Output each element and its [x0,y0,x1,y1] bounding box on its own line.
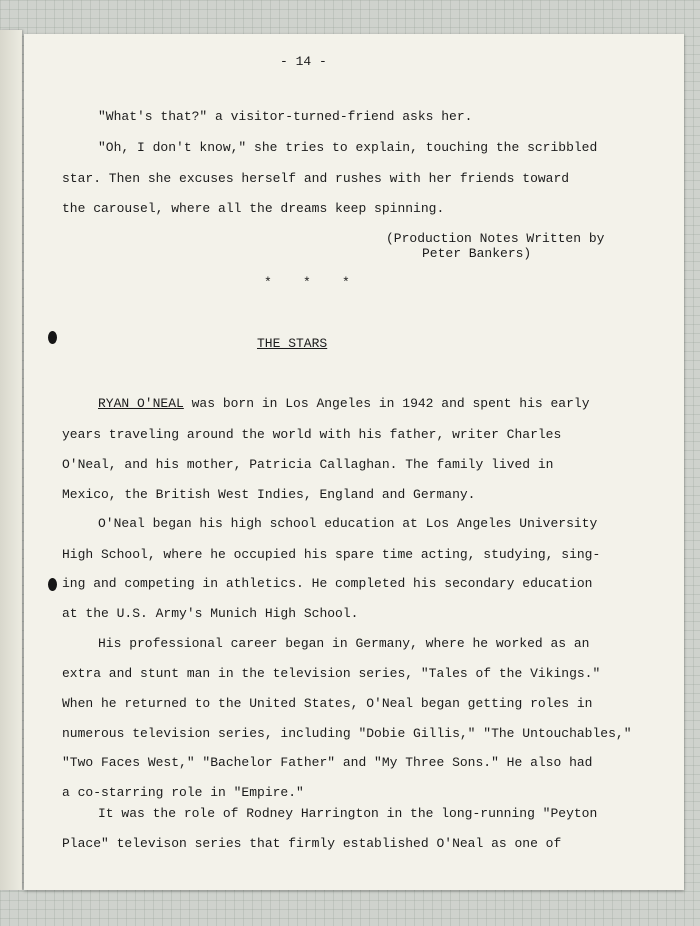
text-line: a co-starring role in "Empire." [62,785,304,800]
text-line: When he returned to the United States, O'Neal began getting roles in [62,696,593,711]
text-line [98,396,590,412]
text-line: the carousel, where all the dreams keep spinning. [62,201,445,216]
text-line: His professional career began in Germany, where he worked as an [98,636,590,651]
punch-hole [48,331,57,344]
section-title: THE STARS [257,336,328,351]
text-line: "Oh, I don't know," she tries to explain, touching the scribbled [98,140,598,155]
text-line: "Two Faces West," "Bachelor Father" and "My Three Sons." He also had [62,755,593,770]
punch-hole [48,578,57,591]
text-line: numerous television series, including "Dobie Gillis," "The Untouchables," [62,726,632,741]
text-fragment: was born in Los Angeles in 1942 and spent his early [183,396,590,411]
credit-line: Peter Bankers) [422,246,532,261]
text-line: years traveling around the world with his father, writer Charles [62,427,562,442]
section-separator: * * * [264,275,350,290]
text-line: star. Then she excuses herself and rushes with her friends toward [62,171,570,186]
text-line: extra and stunt man in the television series, "Tales of the Vikings." [62,666,601,681]
text-line: Place" televison series that firmly established O'Neal as one of [62,836,562,851]
facing-page-edge [0,30,22,890]
credit-line: (Production Notes Written by [386,231,605,246]
text-line: High School, where he occupied his spare time acting, studying, sing- [62,547,601,562]
text-line: "What's that?" a visitor-turned-friend asks her. [98,109,473,124]
text-line: O'Neal, and his mother, Patricia Callaghan. The family lived in [62,457,554,472]
page-number: - 14 - [280,54,327,69]
text-line: ing and competing in athletics. He completed his secondary education [62,576,593,591]
star-name: RYAN O'NEAL [98,396,184,411]
text-line: Mexico, the British West Indies, England and Germany. [62,487,476,502]
document-page [24,34,684,890]
text-line: at the U.S. Army's Munich High School. [62,606,359,621]
text-line: It was the role of Rodney Harrington in the long-running "Peyton [98,806,598,821]
text-line: O'Neal began his high school education at Los Angeles University [98,516,598,531]
